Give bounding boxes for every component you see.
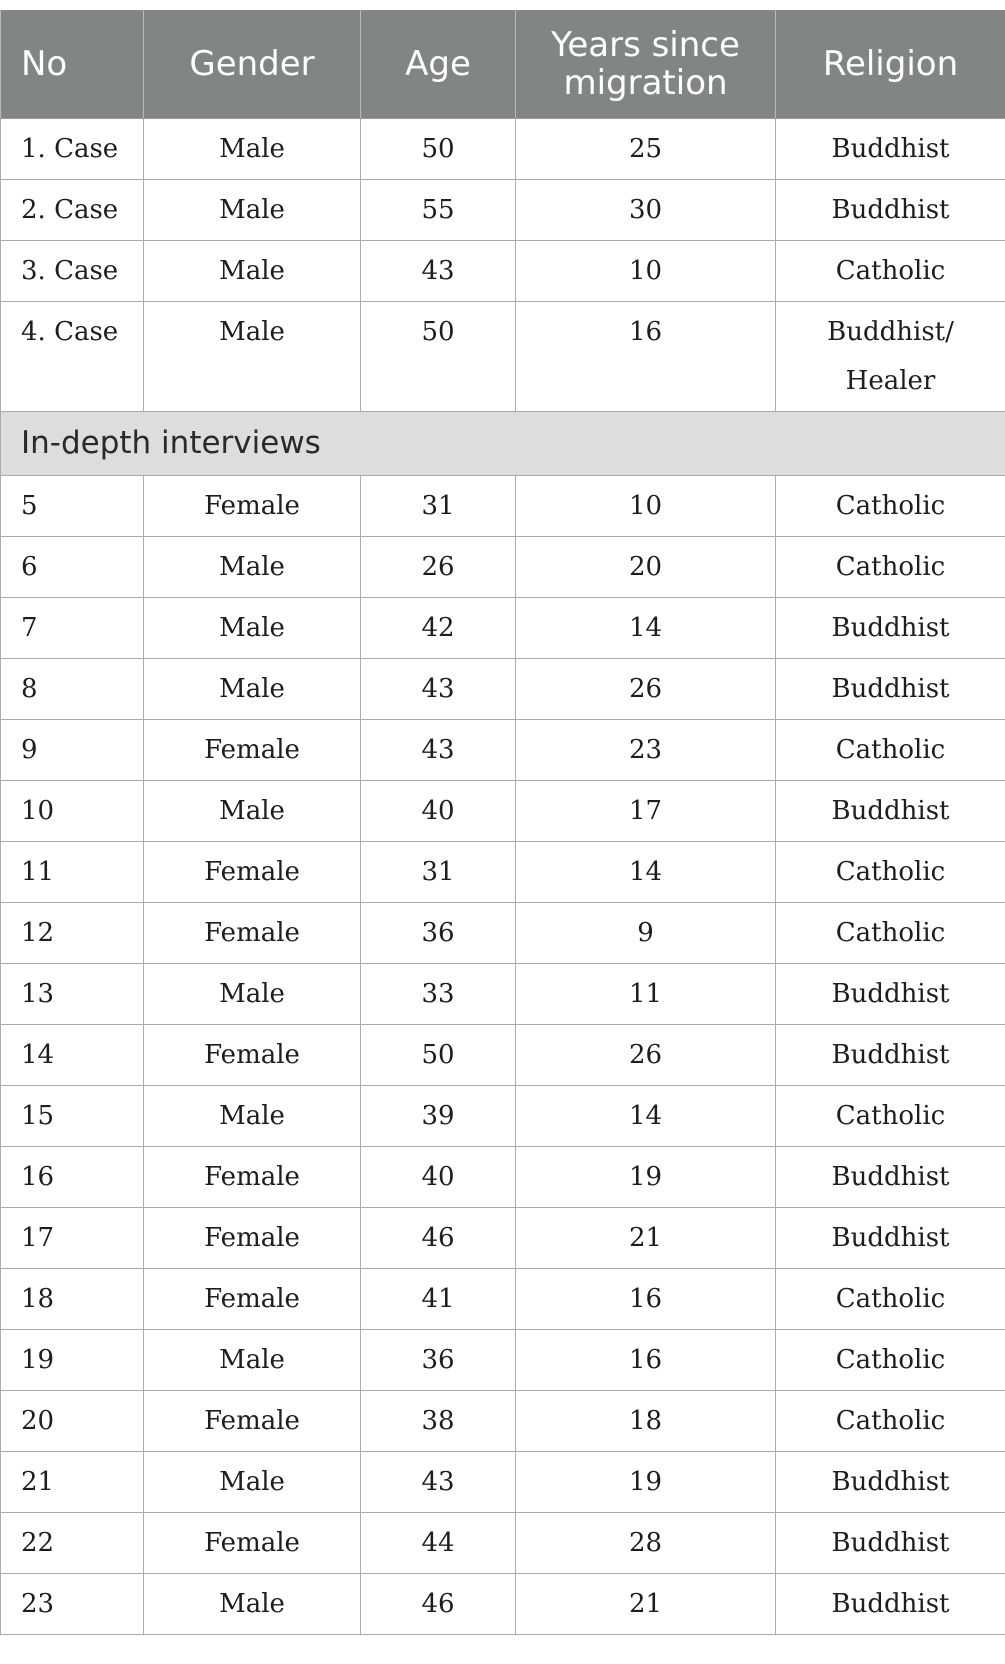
table-row — [1, 1512, 1005, 1573]
cell-age: 43 — [361, 658, 516, 719]
cell-gender: Male — [144, 536, 361, 597]
table-row — [1, 841, 1005, 902]
cell-no: 12 — [1, 902, 144, 963]
cell-gender: Female — [144, 1024, 361, 1085]
header-row — [1, 10, 1005, 118]
cell-gender: Male — [144, 118, 361, 179]
table-row — [1, 179, 1005, 240]
cell-gender: Male — [144, 240, 361, 301]
cell-no: 14 — [1, 1024, 144, 1085]
cell-gender: Female — [144, 475, 361, 536]
cell-age: 42 — [361, 597, 516, 658]
cell-gender: Male — [144, 1329, 361, 1390]
cell-age: 36 — [361, 1329, 516, 1390]
cell-years: 14 — [516, 597, 776, 658]
table-row — [1, 1573, 1005, 1634]
cell-age: 31 — [361, 841, 516, 902]
cell-religion: Buddhist — [776, 1451, 1005, 1512]
cell-age: 40 — [361, 1146, 516, 1207]
cell-no: 22 — [1, 1512, 144, 1573]
cell-years: 16 — [516, 1329, 776, 1390]
cell-age: 43 — [361, 240, 516, 301]
cell-religion: Buddhist/ Healer — [776, 301, 1005, 411]
cell-years: 26 — [516, 1024, 776, 1085]
cell-religion: Buddhist — [776, 963, 1005, 1024]
cell-no: 1. Case — [1, 118, 144, 179]
cell-years: 18 — [516, 1390, 776, 1451]
cell-years: 14 — [516, 1085, 776, 1146]
table-row — [1, 780, 1005, 841]
cell-no: 16 — [1, 1146, 144, 1207]
cell-no: 21 — [1, 1451, 144, 1512]
cell-no: 15 — [1, 1085, 144, 1146]
cell-gender: Female — [144, 902, 361, 963]
cell-religion: Buddhist — [776, 597, 1005, 658]
cell-no: 4. Case — [1, 301, 144, 411]
table-row — [1, 597, 1005, 658]
cell-no: 11 — [1, 841, 144, 902]
table-row — [1, 719, 1005, 780]
table-body — [1, 118, 1005, 1634]
cell-gender: Male — [144, 597, 361, 658]
cell-no: 8 — [1, 658, 144, 719]
cell-years: 26 — [516, 658, 776, 719]
cell-years: 23 — [516, 719, 776, 780]
cell-no: 5 — [1, 475, 144, 536]
table-header — [1, 10, 1005, 118]
cell-age: 46 — [361, 1573, 516, 1634]
cell-religion: Catholic — [776, 719, 1005, 780]
cell-years: 21 — [516, 1573, 776, 1634]
cell-religion: Buddhist — [776, 780, 1005, 841]
cell-age: 43 — [361, 719, 516, 780]
cell-gender: Male — [144, 963, 361, 1024]
table-row — [1, 1268, 1005, 1329]
cell-years: 14 — [516, 841, 776, 902]
cell-age: 50 — [361, 118, 516, 179]
table-row — [1, 658, 1005, 719]
cell-years: 19 — [516, 1451, 776, 1512]
section-row — [1, 411, 1005, 475]
participants-table — [0, 10, 1005, 1635]
cell-years: 17 — [516, 780, 776, 841]
cell-age: 31 — [361, 475, 516, 536]
cell-years: 21 — [516, 1207, 776, 1268]
cell-no: 13 — [1, 963, 144, 1024]
cell-gender: Female — [144, 1207, 361, 1268]
cell-years: 10 — [516, 475, 776, 536]
cell-religion: Buddhist — [776, 118, 1005, 179]
cell-religion: Buddhist — [776, 1146, 1005, 1207]
header-gender: Gender — [144, 10, 361, 118]
table-row — [1, 301, 1005, 411]
table-row — [1, 1451, 1005, 1512]
cell-no: 19 — [1, 1329, 144, 1390]
cell-religion: Buddhist — [776, 1573, 1005, 1634]
cell-religion: Catholic — [776, 841, 1005, 902]
header-years-since-migration: Years since migration — [516, 10, 776, 118]
cell-religion: Catholic — [776, 902, 1005, 963]
cell-age: 55 — [361, 179, 516, 240]
cell-no: 7 — [1, 597, 144, 658]
table-row — [1, 1024, 1005, 1085]
cell-gender: Female — [144, 1268, 361, 1329]
cell-age: 36 — [361, 902, 516, 963]
table-row — [1, 240, 1005, 301]
header-age: Age — [361, 10, 516, 118]
cell-age: 46 — [361, 1207, 516, 1268]
cell-years: 28 — [516, 1512, 776, 1573]
table-row — [1, 536, 1005, 597]
cell-age: 39 — [361, 1085, 516, 1146]
cell-gender: Male — [144, 179, 361, 240]
cell-no: 23 — [1, 1573, 144, 1634]
cell-gender: Male — [144, 658, 361, 719]
cell-years: 11 — [516, 963, 776, 1024]
table-row — [1, 902, 1005, 963]
cell-gender: Female — [144, 841, 361, 902]
cell-religion: Buddhist — [776, 1512, 1005, 1573]
cell-age: 50 — [361, 1024, 516, 1085]
cell-religion: Buddhist — [776, 1024, 1005, 1085]
cell-years: 9 — [516, 902, 776, 963]
cell-no: 6 — [1, 536, 144, 597]
cell-age: 41 — [361, 1268, 516, 1329]
header-no: No — [1, 10, 144, 118]
cell-gender: Male — [144, 780, 361, 841]
cell-gender: Female — [144, 1390, 361, 1451]
cell-gender: Male — [144, 1573, 361, 1634]
cell-years: 19 — [516, 1146, 776, 1207]
cell-religion: Buddhist — [776, 658, 1005, 719]
cell-years: 20 — [516, 536, 776, 597]
cell-years: 25 — [516, 118, 776, 179]
cell-no: 10 — [1, 780, 144, 841]
cell-gender: Male — [144, 1085, 361, 1146]
cell-no: 9 — [1, 719, 144, 780]
cell-religion: Catholic — [776, 1329, 1005, 1390]
table-row — [1, 1390, 1005, 1451]
cell-religion: Catholic — [776, 240, 1005, 301]
cell-gender: Male — [144, 301, 361, 411]
cell-no: 3. Case — [1, 240, 144, 301]
cell-gender: Female — [144, 1146, 361, 1207]
cell-gender: Female — [144, 1512, 361, 1573]
cell-years: 30 — [516, 179, 776, 240]
table-row — [1, 963, 1005, 1024]
cell-religion: Catholic — [776, 536, 1005, 597]
header-religion: Religion — [776, 10, 1005, 118]
table-row — [1, 1329, 1005, 1390]
cell-age: 43 — [361, 1451, 516, 1512]
table-row — [1, 1207, 1005, 1268]
cell-religion: Buddhist — [776, 1207, 1005, 1268]
cell-years: 16 — [516, 301, 776, 411]
table-row — [1, 475, 1005, 536]
cell-religion: Catholic — [776, 1390, 1005, 1451]
cell-no: 17 — [1, 1207, 144, 1268]
cell-age: 44 — [361, 1512, 516, 1573]
table-row — [1, 118, 1005, 179]
cell-age: 38 — [361, 1390, 516, 1451]
cell-age: 40 — [361, 780, 516, 841]
cell-years: 16 — [516, 1268, 776, 1329]
cell-years: 10 — [516, 240, 776, 301]
cell-age: 33 — [361, 963, 516, 1024]
table-row — [1, 1146, 1005, 1207]
cell-no: 2. Case — [1, 179, 144, 240]
cell-age: 26 — [361, 536, 516, 597]
cell-age: 50 — [361, 301, 516, 411]
cell-no: 18 — [1, 1268, 144, 1329]
cell-gender: Female — [144, 719, 361, 780]
cell-religion: Catholic — [776, 475, 1005, 536]
cell-religion: Catholic — [776, 1085, 1005, 1146]
cell-religion: Catholic — [776, 1268, 1005, 1329]
cell-religion: Buddhist — [776, 179, 1005, 240]
section-label: In-depth interviews — [1, 411, 1005, 475]
cell-no: 20 — [1, 1390, 144, 1451]
cell-gender: Male — [144, 1451, 361, 1512]
table-row — [1, 1085, 1005, 1146]
